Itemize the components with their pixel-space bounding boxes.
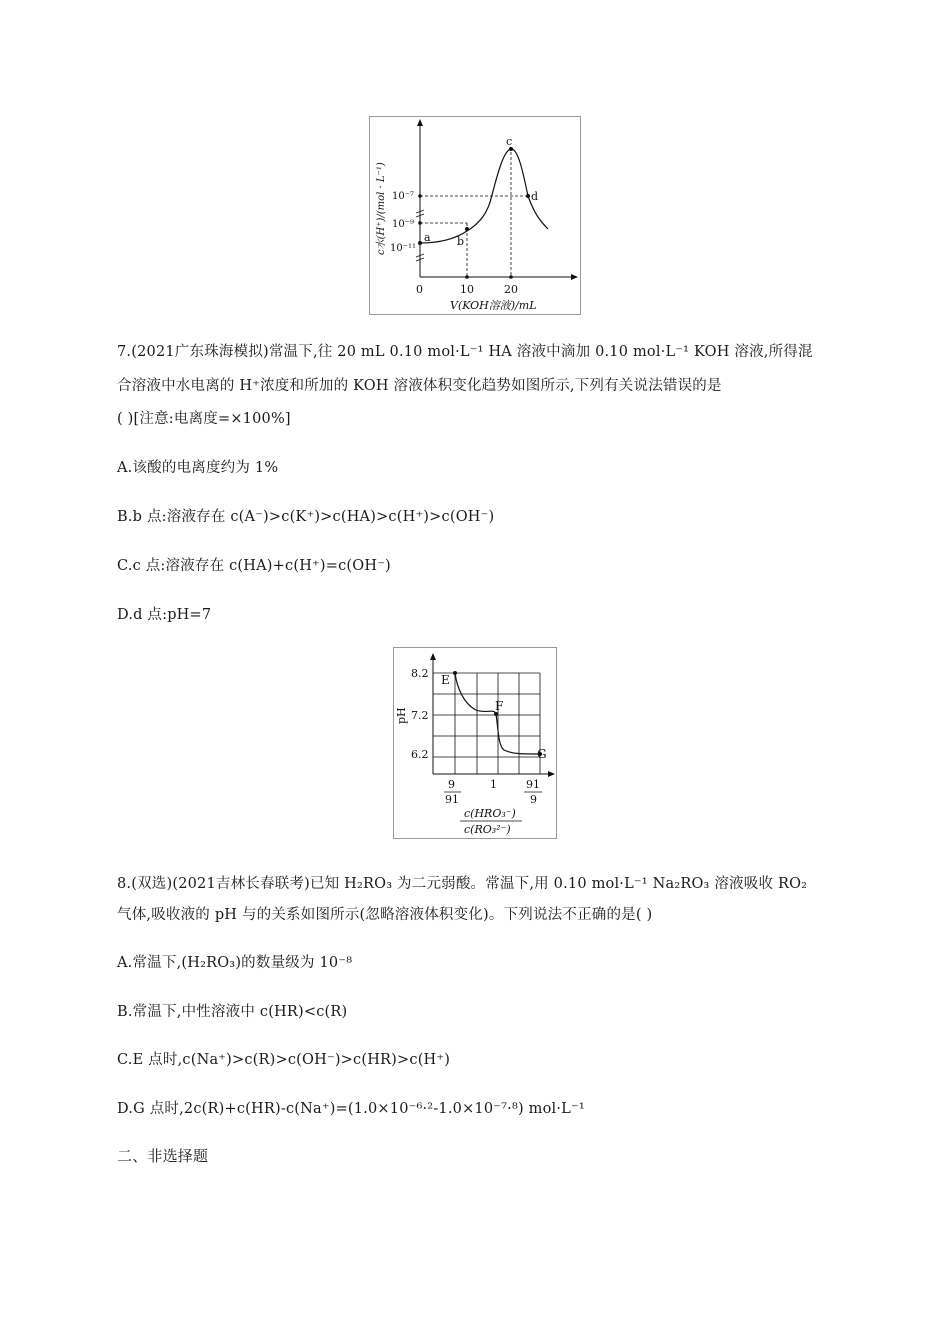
question-7-line-2: 合溶液中水电离的 H⁺浓度和所加的 KOH 溶液体积变化趋势如图所示,下列有关说法错误的是: [117, 378, 722, 394]
question-8-option-a: A.常温下,(H₂RO₃)的数量级为 10⁻⁸: [117, 955, 353, 971]
question-7-line-3: ( )[注意:电离度=×100%]: [117, 411, 291, 427]
x-tick-numerator: 91: [526, 778, 540, 791]
question-7-line-1: 7.(2021广东珠海模拟)常温下,往 20 mL 0.10 mol·L⁻¹ HA 溶液中滴加 0.10 mol·L⁻¹ KOH 溶液,所得混: [117, 344, 813, 360]
figure-1-chart: [370, 117, 580, 314]
x-axis-label-numerator: c(HRO₃⁻): [464, 807, 516, 820]
question-8-option-d: D.G 点时,2c(R)+c(HR)-c(Na⁺)=(1.0×10⁻⁶·²-1.0×10⁻⁷·⁸) mol·L⁻¹: [117, 1101, 585, 1117]
point-label-g: G: [537, 747, 547, 761]
y-tick-label: 6.2: [411, 748, 429, 761]
x-axis-label-denominator: c(RO₃²⁻): [464, 823, 511, 836]
point-label-b: b: [457, 235, 465, 248]
question-8-option-c: C.E 点时,c(Na⁺)>c(R)>c(OH⁻)>c(HR)>c(H⁺): [117, 1052, 451, 1068]
question-7-option-b: B.b 点:溶液存在 c(A⁻)>c(K⁺)>c(HA)>c(H⁺)>c(OH⁻): [117, 509, 495, 525]
y-tick-label: 8.2: [411, 667, 429, 680]
x-tick-label: 20: [504, 283, 518, 296]
point-label-a: a: [424, 231, 431, 244]
section-heading: 二、非选择题: [117, 1147, 209, 1165]
x-tick-label: 10: [460, 283, 474, 296]
figure-1-frame: [369, 116, 581, 315]
question-8-option-b: B.常温下,中性溶液中 c(HR)<c(R): [117, 1004, 348, 1020]
y-tick-label: 10⁻¹¹: [390, 243, 417, 254]
point-label-c: c: [506, 135, 513, 148]
x-axis-label: V(KOH溶液)/mL: [450, 299, 537, 312]
x-tick-denominator: 9: [530, 793, 537, 806]
x-tick-denominator: 91: [445, 793, 459, 806]
figure-2-frame: [393, 647, 557, 839]
question-8-line-2: 气体,吸收液的 pH 与的关系如图所示(忽略溶液体积变化)。下列说法不正确的是( ): [117, 907, 653, 923]
x-tick-label: 0: [416, 283, 423, 296]
point-label-d: d: [531, 190, 539, 203]
point-label-f: F: [495, 699, 504, 713]
question-7-option-a: A.该酸的电离度约为 1%: [117, 460, 279, 476]
y-tick-label: 10⁻⁷: [392, 191, 415, 202]
point-label-e: E: [441, 673, 450, 687]
y-axis-label: c水(H⁺)/(mol · L⁻¹): [376, 162, 387, 255]
y-tick-label: 7.2: [411, 709, 429, 722]
y-tick-label: 10⁻⁹: [392, 219, 415, 230]
question-7-option-c: C.c 点:溶液存在 c(HA)+c(H⁺)=c(OH⁻): [117, 558, 391, 574]
question-7-option-d: D.d 点:pH=7: [117, 607, 212, 623]
figure-2-chart: [394, 648, 556, 838]
x-tick-label: 1: [490, 778, 497, 791]
x-tick-numerator: 9: [448, 778, 455, 791]
question-8-line-1: 8.(双选)(2021吉林长春联考)已知 H₂RO₃ 为二元弱酸。常温下,用 0.10 mol·L⁻¹ Na₂RO₃ 溶液吸收 RO₂: [117, 876, 808, 892]
y-axis-label: pH: [395, 707, 408, 724]
